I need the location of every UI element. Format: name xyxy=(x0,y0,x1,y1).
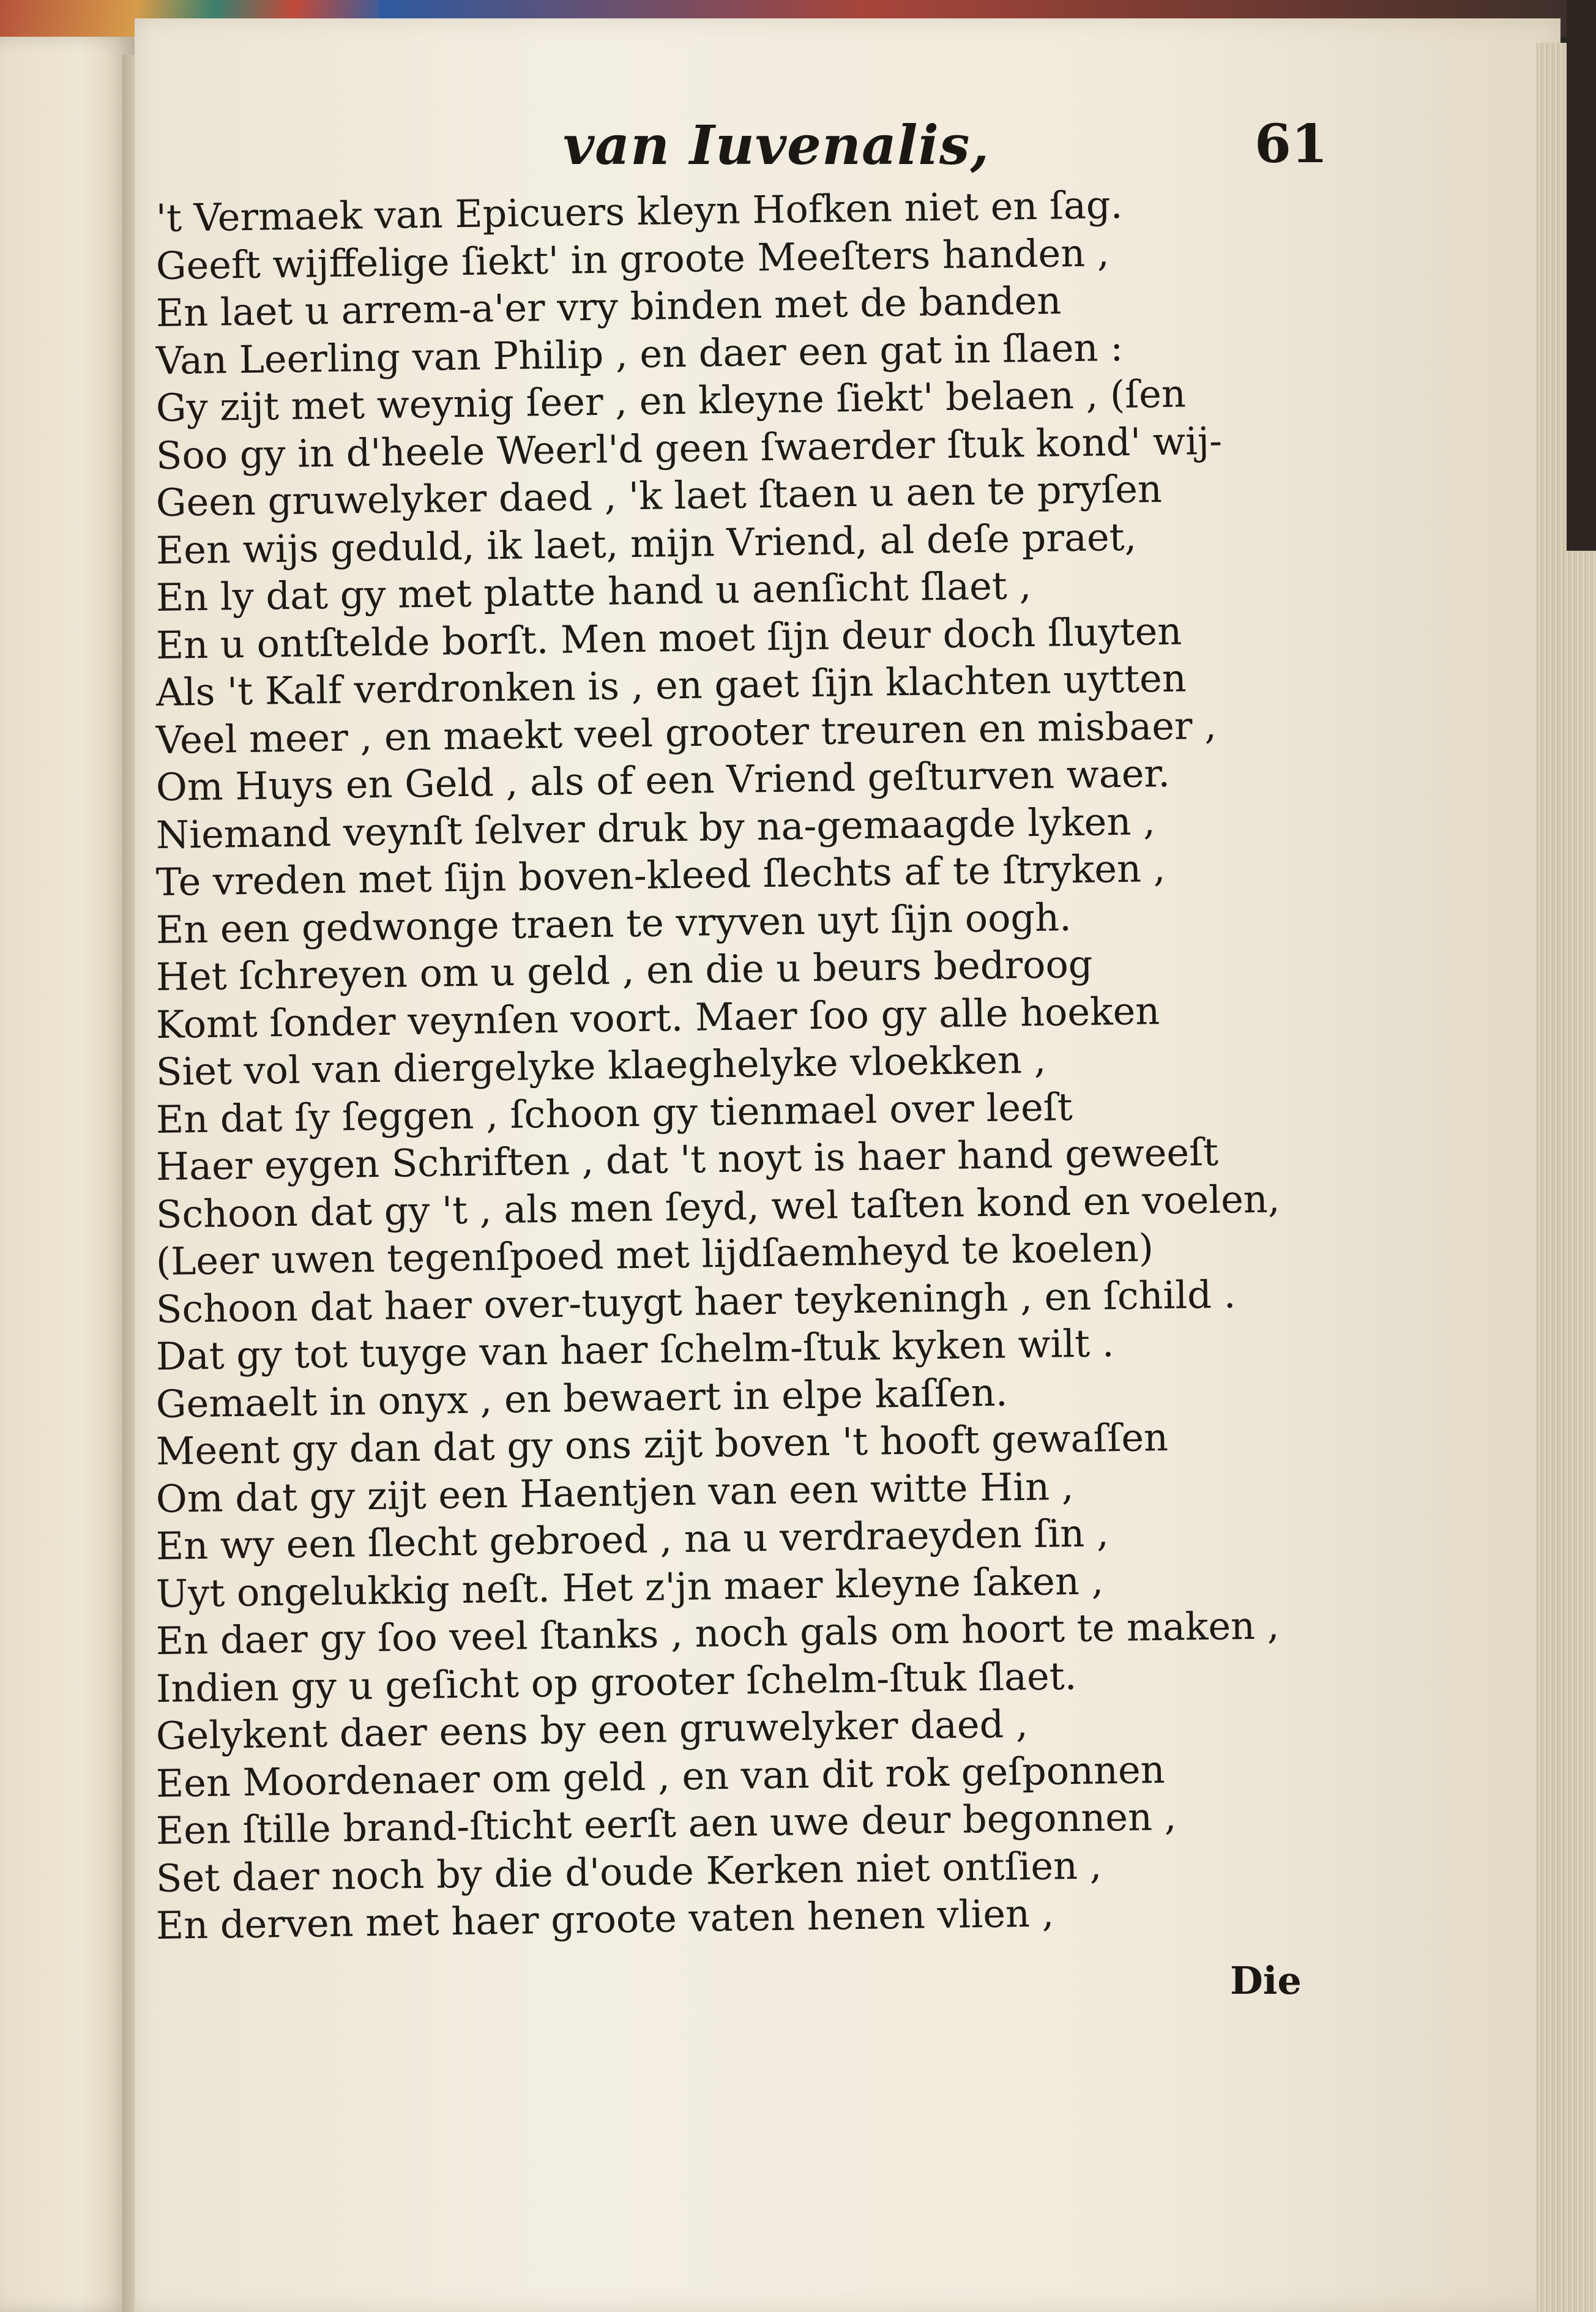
verse-line: Van Leerling van Philip , en daer een gat in ſlaen : xyxy=(155,324,1124,383)
verse-line: Geeft wijffelige ſiekt' in groote Meeſters handen , xyxy=(155,229,1110,288)
verse-line: Om dat gy zijt een Haentjen van een witte Hin , xyxy=(155,1463,1074,1521)
verse-line: Uyt ongelukkig neſt. Het z'jn maer kleyne ſaken , xyxy=(155,1557,1104,1616)
verse-text xyxy=(155,182,1343,1950)
verse-line: Het ſchreyen om u geld , en die u beurs bedroog xyxy=(155,941,1093,999)
left-page-edge xyxy=(0,37,135,2312)
background-right xyxy=(1567,0,1596,551)
verse-line: Meent gy dan dat gy ons zijt boven 't hooft gewaſſen xyxy=(155,1414,1169,1474)
verse-line: Dat gy tot tuyge van haer ſchelm-ſtuk kyken wilt . xyxy=(155,1321,1114,1379)
verse-line: Een wijs geduld, ik laet, mijn Vriend, al deſe praet, xyxy=(155,514,1137,573)
verse-line: En wy een ſlecht gebroed , na u verdraeyden ſin , xyxy=(155,1510,1109,1568)
verse-line: Veel meer , en maekt veel grooter treuren en misbaer , xyxy=(155,703,1217,763)
verse-line: Als 't Kalf verdronken is , en gaet ſijn klachten uytten xyxy=(155,655,1187,715)
verse-line: En laet u arrem-a'er vry binden met de banden xyxy=(155,278,1062,335)
page-number: 61 xyxy=(1255,113,1328,175)
verse-line: En een gedwonge traen te vryven uyt ſijn oogh. xyxy=(155,894,1072,952)
verse-line: Niemand veynſt ſelver druk by na-gemaagde lyken , xyxy=(155,798,1156,857)
verse-line: Gemaelt in onyx , en bewaert in elpe kaſſen. xyxy=(155,1370,1008,1426)
verse-line: Indien gy u geſicht op grooter ſchelm-ſtuk ſlaet. xyxy=(155,1653,1077,1711)
verse-line: En daer gy ſoo veel ſtanks , noch gals om hoort te maken , xyxy=(155,1603,1280,1663)
verse-line: (Leer uwen tegenſpoed met lijdſaemheyd te koelen) xyxy=(155,1225,1154,1284)
verse-line: Gelykent daer eens by een gruwelyker daed , xyxy=(155,1701,1029,1758)
verse-line: Soo gy in d'heele Weerl'd geen ſwaerder ſtuk kond' wij- xyxy=(155,418,1223,478)
verse-line: Siet vol van diergelyke klaeghelyke vloekken , xyxy=(155,1037,1046,1094)
verse-line: En dat ſy ſeggen , ſchoon gy tienmael over leeſt xyxy=(155,1084,1073,1142)
verse-line: En u ontſtelde borſt. Men moet ſijn deur doch ſluyten xyxy=(155,608,1182,668)
verse-line: Te vreden met ſijn boven-kleed ſlechts af te ſtryken , xyxy=(155,845,1166,904)
verse-line: 't Vermaek van Epicuers kleyn Hofken niet en ſag. xyxy=(155,182,1123,241)
running-title: van Iuvenalis, xyxy=(563,113,990,177)
verse-line: En derven met haer groote vaten henen vlien , xyxy=(155,1890,1054,1948)
verse-line: Haer eygen Schriften , dat 't noyt is haer hand geweeſt xyxy=(155,1129,1219,1189)
verse-line: Schoon dat gy 't , als men ſeyd, wel taſten kond en voelen, xyxy=(155,1176,1280,1237)
verse-line: Schoon dat haer over-tuygt haer teykeningh , en ſchild . xyxy=(155,1271,1236,1332)
verse-line: Om Huys en Geld , als of een Vriend geſturven waer. xyxy=(155,750,1171,810)
verse-line: Een Moordenaer om geld , en van dit rok geſponnen xyxy=(155,1747,1166,1806)
verse-line: Geen gruwelyker daed , 'k laet ſtaen u aen te pryſen xyxy=(155,466,1163,525)
verse-line: Komt ſonder veynſen voort. Maer ſoo gy alle hoeken xyxy=(155,988,1160,1047)
catchword: Die xyxy=(1230,1958,1302,2003)
verse-line: En ly dat gy met platte hand u aenſicht ſlaet , xyxy=(155,563,1032,620)
verse-line: Set daer noch by die d'oude Kerken niet ontſien , xyxy=(155,1842,1102,1901)
verse-line: Een ſtille brand-ſticht eerſt aen uwe deur begonnen , xyxy=(155,1794,1177,1853)
verse-line: Gy zijt met weynig ſeer , en kleyne ſiekt' belaen , (ſen xyxy=(155,371,1187,430)
